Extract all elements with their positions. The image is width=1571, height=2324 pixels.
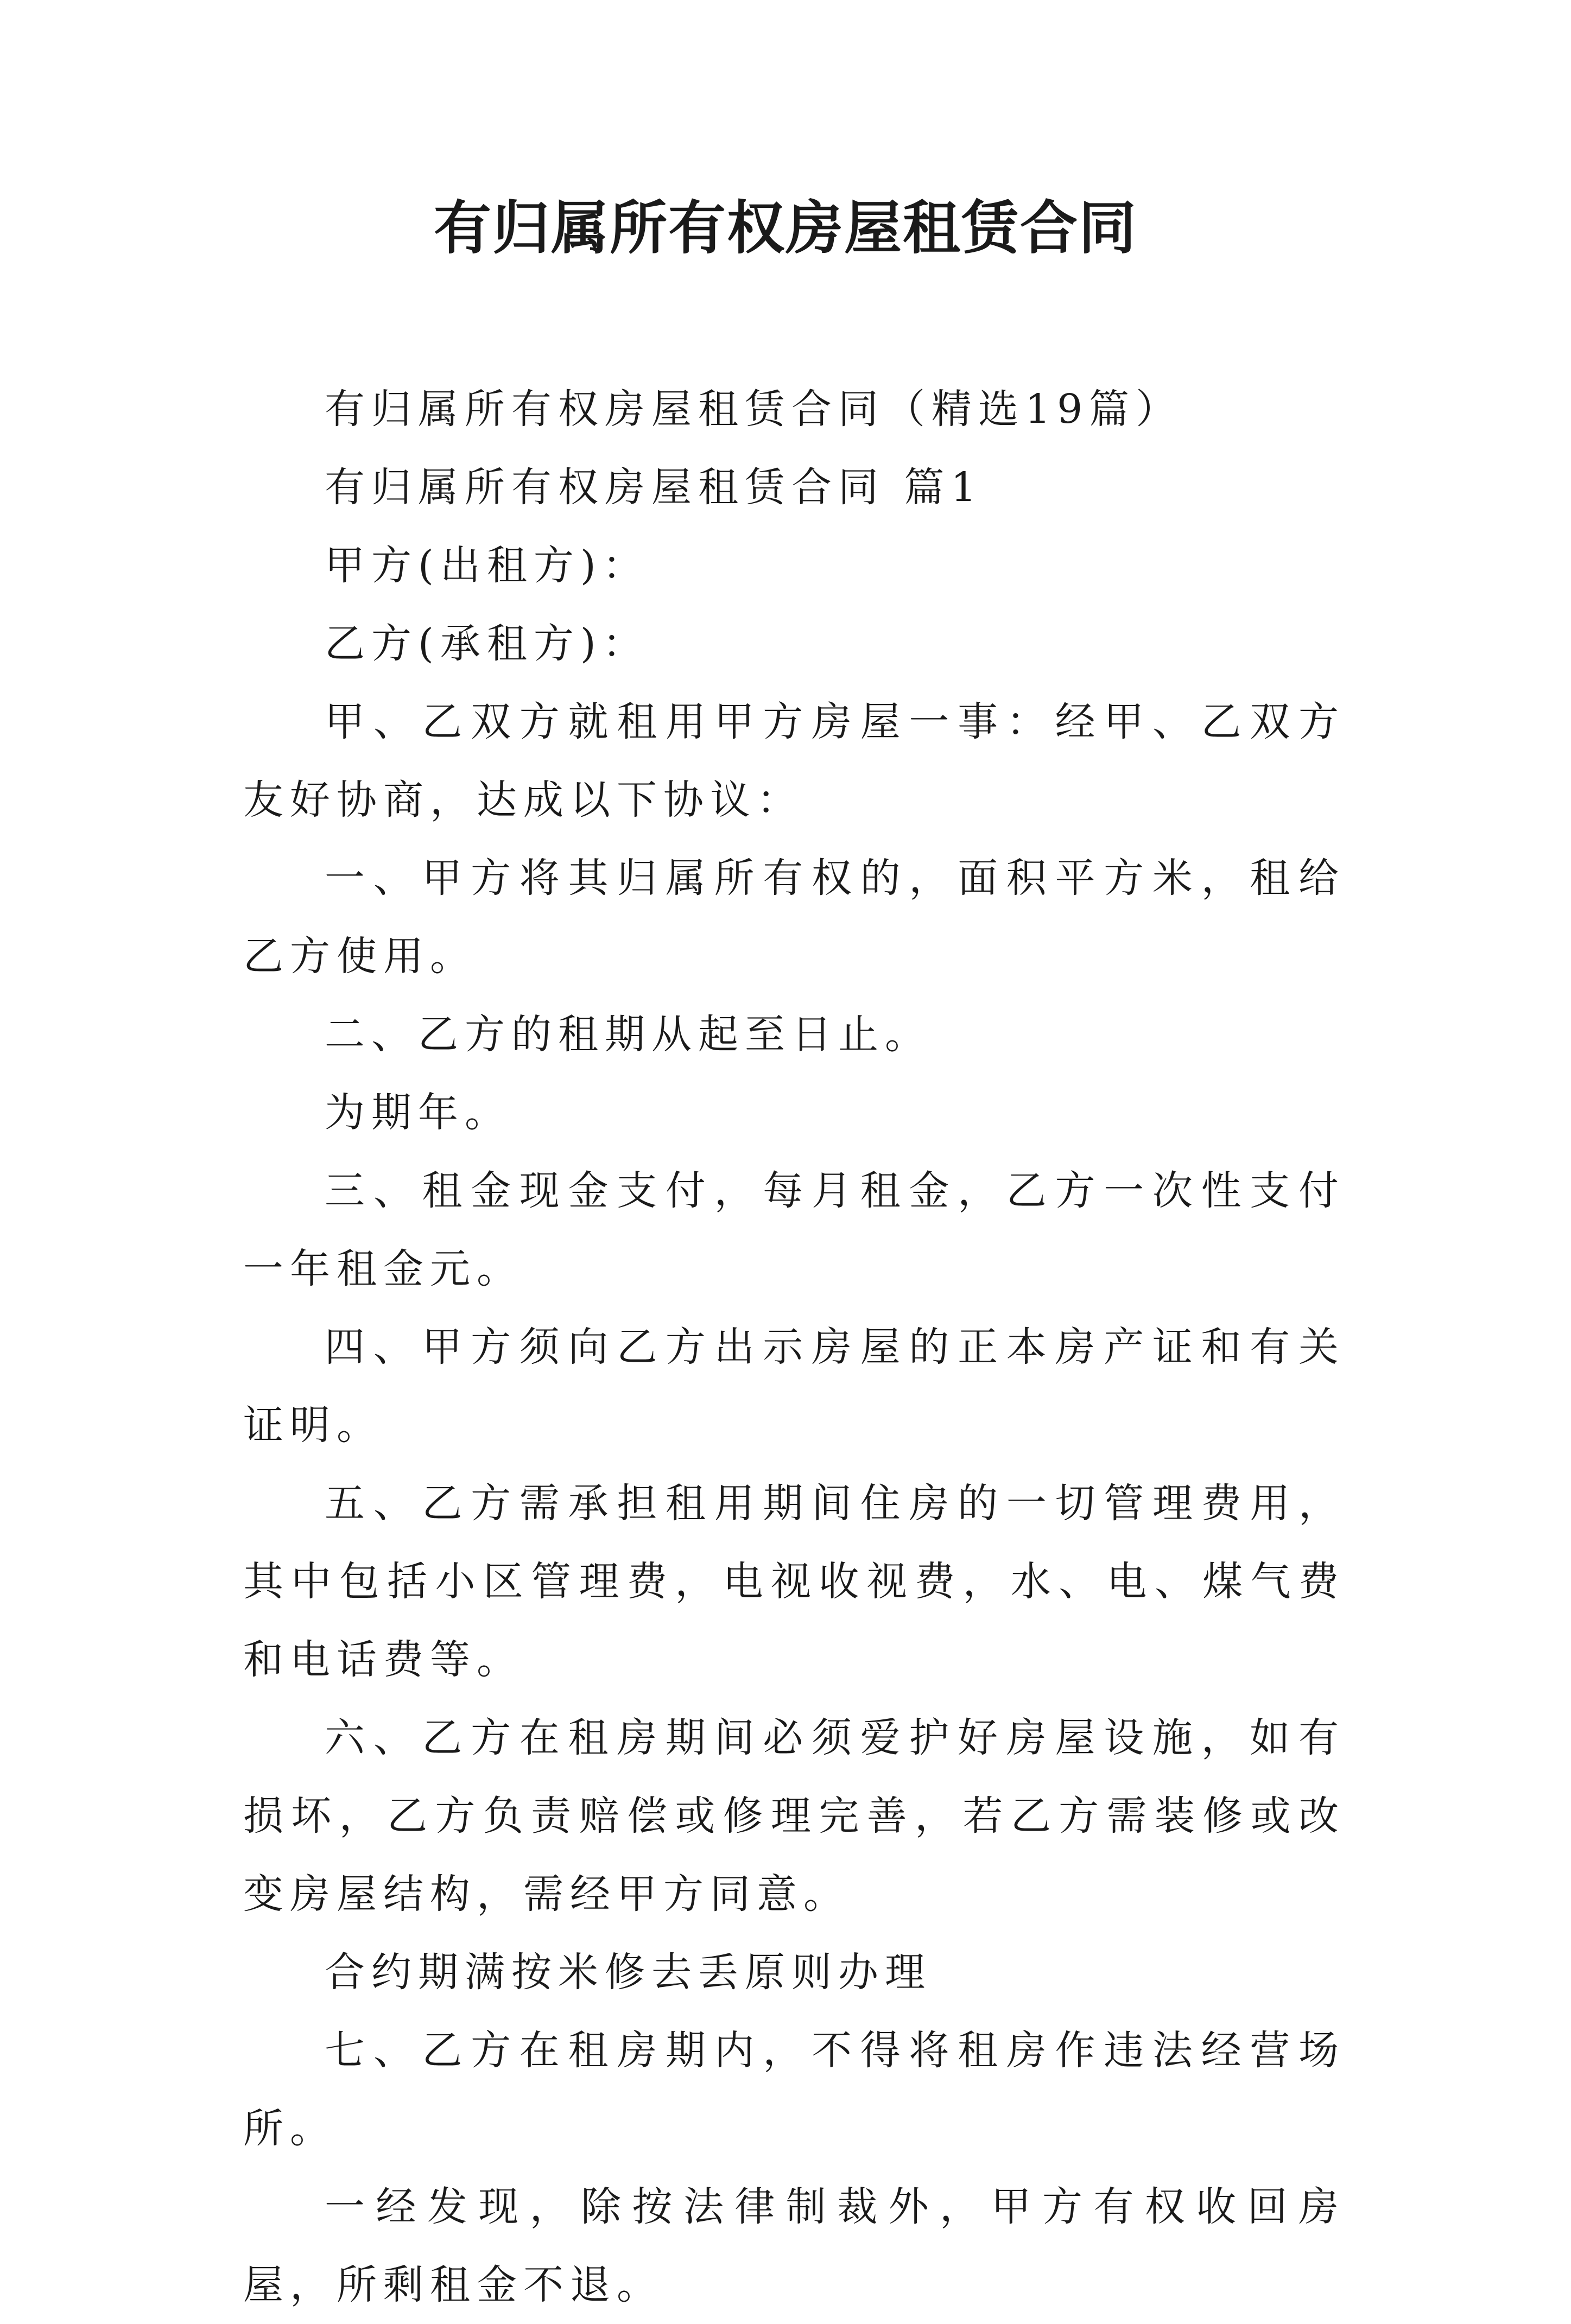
paragraph-penalty: 一经发现，除按法律制裁外，甲方有权收回房屋，所剩租金不退。 [243, 2183, 1345, 2308]
paragraph-clause-7: 七、乙方在租房期内，不得将租房作违法经营场所。 [243, 2027, 1345, 2152]
paragraph-clause-2: 二、乙方的租期从起至日止。 [325, 1011, 932, 1058]
document-body [243, 370, 1345, 2324]
paragraph-agreement-intro: 甲、乙双方就租用甲方房屋一事：经甲、乙双方友好协商，达成以下协议： [243, 699, 1345, 823]
document-title: 有归属所有权房屋租赁合同 [434, 194, 1137, 262]
paragraph-clause-3: 三、租金现金支付，每月租金，乙方一次性支付一年租金元。 [243, 1167, 1345, 1292]
paragraph-party-b: 乙方(承租方)： [325, 620, 649, 667]
paragraph-term-length: 为期年。 [325, 1089, 511, 1136]
paragraph-clause-1: 一、甲方将其归属所有权的，面积平方米，租给乙方使用。 [243, 855, 1345, 980]
paragraph-expiry-note: 合约期满按米修去丢原则办理 [325, 1949, 932, 1996]
paragraph-subtitle: 有归属所有权房屋租赁合同（精选19篇） [325, 386, 1183, 433]
paragraph-section-heading: 有归属所有权房屋租赁合同 篇1 [325, 464, 983, 511]
paragraph-clause-4: 四、甲方须向乙方出示房屋的正本房产证和有关证明。 [243, 1324, 1345, 1449]
paragraph-clause-6: 六、乙方在租房期间必须爱护好房屋设施，如有损坏，乙方负责赔偿或修理完善，若乙方需装修或改变房屋结构，需经甲方同意。 [243, 1715, 1345, 1917]
paragraph-clause-5: 五、乙方需承担租用期间住房的一切管理费用，其中包括小区管理费，电视收视费，水、电、煤气费和电话费等。 [243, 1480, 1345, 1683]
paragraph-party-a: 甲方(出租方)： [325, 542, 649, 589]
